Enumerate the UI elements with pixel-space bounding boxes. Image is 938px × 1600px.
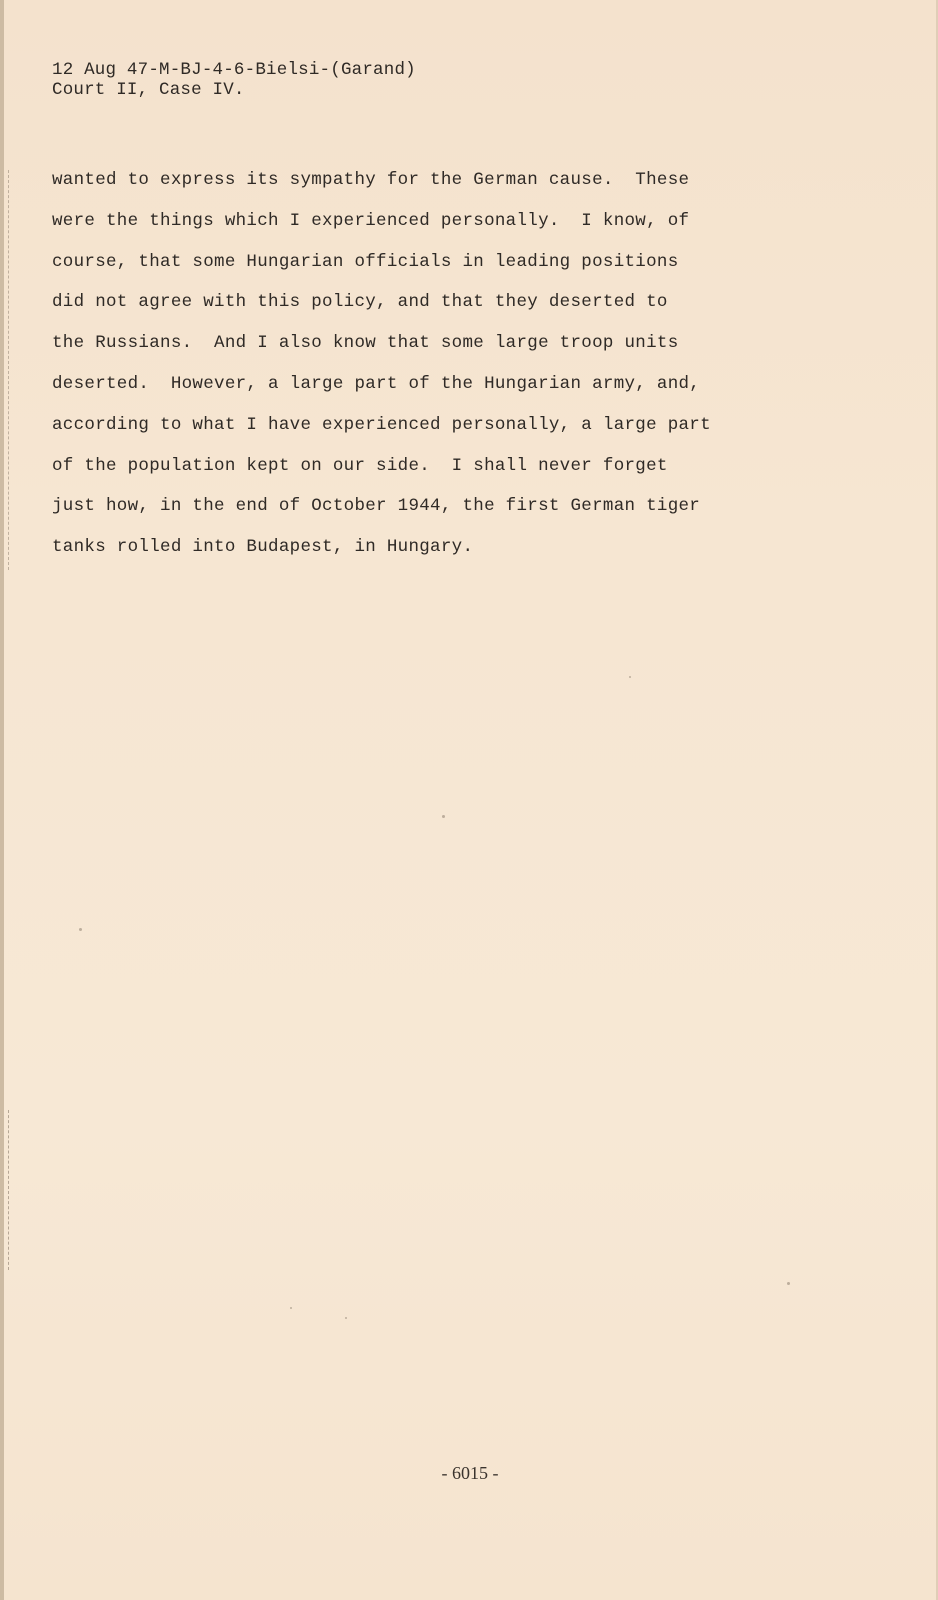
body-text [52, 160, 872, 568]
paper-speck [345, 1317, 347, 1319]
body-line: tanks rolled into Budapest, in Hungary. [52, 537, 474, 558]
body-line: of the population kept on our side. I shall never forget [52, 455, 668, 476]
page-number: - 6015 - [441, 1463, 499, 1483]
left-edge-wear [8, 170, 11, 570]
paper-speck [629, 676, 631, 678]
body-line: did not agree with this policy, and that they deserted to [52, 292, 668, 313]
body-line: the Russians. And I also know that some large troop units [52, 333, 679, 354]
body-line: just how, in the end of October 1944, the first German tiger [52, 496, 701, 517]
header-line-1: 12 Aug 47-M-BJ-4-6-Bielsi-(Garand) [52, 60, 416, 80]
body-line: course, that some Hungarian officials in leading positions [52, 251, 679, 272]
document-header [52, 60, 416, 100]
body-line: wanted to express its sympathy for the German cause. These [52, 170, 690, 190]
paper-speck [442, 815, 445, 818]
body-line: deserted. However, a large part of the Hungarian army, and, [52, 373, 701, 394]
body-line: were the things which I experienced personally. I know, of [52, 210, 690, 231]
paper-speck [79, 928, 82, 931]
body-line: according to what I have experienced personally, a large part [52, 414, 711, 435]
paper-speck [290, 1307, 292, 1309]
paper-speck [787, 1282, 790, 1285]
left-edge-wear-lower [8, 1110, 11, 1270]
header-line-2: Court II, Case IV. [52, 80, 245, 100]
